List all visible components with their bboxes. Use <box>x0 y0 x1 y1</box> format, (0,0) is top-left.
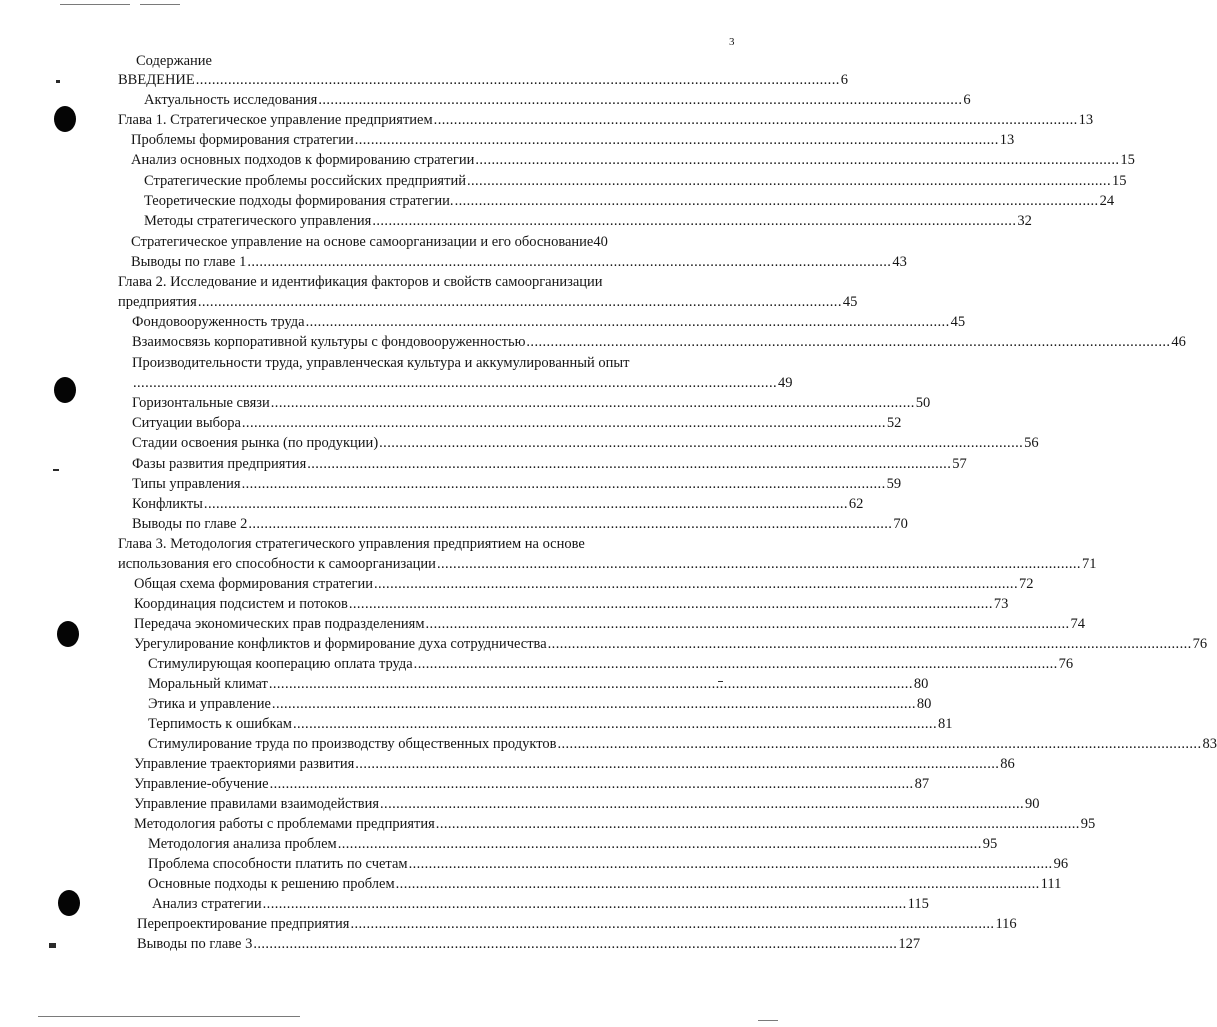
toc-entry-leader: ................................................................................................................................................................ <box>337 836 982 852</box>
toc-entry-page: 71 <box>1081 556 1097 572</box>
toc-entry-title: Взаимосвязь корпоративной культуры с фондовооруженностью <box>132 334 526 350</box>
toc-entry-leader: ................................................................................................................................................................ <box>454 193 1099 209</box>
toc-entry-page: 96 <box>1053 856 1069 872</box>
toc-entry <box>148 654 1074 674</box>
toc-entry-title: Методология анализа проблем <box>148 836 337 852</box>
toc-entry-leader: ................................................................................................................................................................ <box>195 72 840 88</box>
toc-entry-page: 80 <box>913 676 929 692</box>
toc-entry <box>148 694 932 714</box>
toc-entry-page: 45 <box>950 314 966 330</box>
toc-entry <box>148 834 998 854</box>
toc-entry-title: Управление траекториями развития <box>134 756 355 772</box>
toc-entry-page: 49 <box>778 375 793 391</box>
toc-entry-page: 95 <box>1080 816 1096 832</box>
punch-hole-mark <box>57 621 79 647</box>
toc-entry <box>131 232 711 252</box>
toc-entry-leader: ................................................................................................................................................................ <box>271 696 916 712</box>
toc-entry-page: 56 <box>1024 435 1039 451</box>
toc-entry-leader: ................................................................................................................................................................ <box>270 395 915 411</box>
toc-entry <box>132 413 902 433</box>
toc-entry <box>152 894 929 914</box>
toc-entry-title: Теоретические подходы формирования стратегии. <box>144 193 454 209</box>
toc-entry-leader: ................................................................................................................................................................ <box>133 375 777 391</box>
toc-entry-leader: ................................................................................................................................................................ <box>475 152 1120 168</box>
toc-entry-title: Управление-обучение <box>134 776 269 792</box>
top-scan-edge-line <box>140 4 180 5</box>
toc-entry-page: 72 <box>1018 576 1034 592</box>
toc-entry-leader: ................................................................................................................................................................ <box>395 876 1040 892</box>
bottom-scan-edge-line <box>38 1016 300 1017</box>
toc-entry-title: Фондовооруженность труда <box>132 314 305 330</box>
toc-entry-page: 62 <box>848 496 864 512</box>
toc-entry <box>132 393 931 413</box>
toc-entry-title-continued: использования его способности к самоорганизации <box>118 556 436 572</box>
toc-entry-page: 73 <box>993 596 1009 612</box>
toc-entry <box>118 110 1094 130</box>
toc-entry <box>137 914 1017 934</box>
toc-entry-page: 80 <box>916 696 932 712</box>
toc-entry-leader: ................................................................................................................................................................ <box>425 616 1070 632</box>
toc-entry-wrapped <box>132 353 793 393</box>
toc-entry-page: 6 <box>963 92 971 108</box>
toc-entry-page: 40 <box>593 234 608 250</box>
toc-entry <box>132 494 864 514</box>
toc-entry-title: Стимулирование труда по производству общественных продуктов <box>148 736 557 752</box>
toc-entry-title: Выводы по главе 1 <box>131 254 247 270</box>
toc-entry-page: 46 <box>1171 334 1186 350</box>
toc-entry <box>148 854 1069 874</box>
toc-entry-page: 81 <box>937 716 953 732</box>
toc-entry <box>134 614 1086 634</box>
toc-entry-page: 57 <box>952 456 967 472</box>
toc-heading: Содержание <box>136 53 212 69</box>
toc-entry <box>134 634 1208 654</box>
toc-entry-leader: ................................................................................................................................................................ <box>241 476 886 492</box>
toc-entry <box>148 734 1217 754</box>
toc-entry-title: Координация подсистем и потоков <box>134 596 348 612</box>
toc-entry-leader: ................................................................................................................................................................ <box>526 334 1171 350</box>
toc-entry-page: 45 <box>842 294 858 310</box>
toc-entry-page: 13 <box>999 132 1015 148</box>
toc-entry-page: 70 <box>893 516 908 532</box>
toc-entry-page: 86 <box>1000 756 1015 772</box>
toc-entry-page: 6 <box>840 72 848 88</box>
toc-entry <box>148 714 953 734</box>
toc-entry-title: Глава 3. Методология стратегического управления предприятием на основе <box>118 536 585 552</box>
toc-entry-title: Основные подходы к решению проблем <box>148 876 395 892</box>
toc-entry-page: 15 <box>1120 152 1135 168</box>
toc-entry <box>131 252 907 272</box>
toc-entry-title: Анализ основных подходов к формированию стратегии <box>131 152 475 168</box>
toc-entry-leader: ................................................................................................................................................................ <box>379 435 1024 451</box>
toc-entry-page: 32 <box>1017 213 1032 229</box>
toc-entry-leader: ................................................................................................................................................................ <box>348 596 993 612</box>
toc-entry <box>131 150 1135 170</box>
toc-entry-title: Актуальность исследования <box>144 92 318 108</box>
toc-entry-leader: ................................................................................................................................................................ <box>408 856 1053 872</box>
toc-entry-leader: ................................................................................................................................................................ <box>292 716 937 732</box>
toc-entry-page: 90 <box>1025 796 1040 812</box>
toc-entry-title: Стадии освоения рынка (по продукции) <box>132 435 379 451</box>
toc-entry-title: Передача экономических прав подразделениям <box>134 616 425 632</box>
toc-entry-page: 95 <box>982 836 998 852</box>
toc-entry-leader: ................................................................................................................................................................ <box>557 736 1202 752</box>
toc-entry <box>148 874 1062 894</box>
toc-entry-leader: ................................................................................................................................................................ <box>355 756 1000 772</box>
toc-entry-leader: ................................................................................................................................................................ <box>433 112 1078 128</box>
toc-entry-leader: ................................................................................................................................................................ <box>269 776 914 792</box>
scan-speck <box>53 469 59 471</box>
toc-entry-page: 50 <box>915 395 931 411</box>
toc-entry <box>134 594 1009 614</box>
toc-entry-title: Этика и управление <box>148 696 271 712</box>
toc-entry-leader: ................................................................................................................................................................ <box>203 496 848 512</box>
toc-entry <box>132 433 1039 453</box>
toc-entry-leader: ................................................................................................................................................................ <box>435 816 1080 832</box>
toc-entry-page: 15 <box>1111 173 1127 189</box>
toc-entry <box>132 332 1186 352</box>
toc-entry-page: 24 <box>1099 193 1115 209</box>
toc-entry <box>118 70 848 90</box>
toc-entry-title: Методы стратегического управления <box>144 213 372 229</box>
toc-entry-title: Управление правилами взаимодействия <box>134 796 380 812</box>
toc-entry-leader: ................................................................................................................................................................ <box>197 294 842 310</box>
toc-entry-page: 87 <box>914 776 930 792</box>
toc-entry-leader: ................................................................................................................................................................ <box>373 576 1018 592</box>
toc-entry-leader: ................................................................................................................................................................ <box>380 796 1025 812</box>
toc-entry-page: 76 <box>1192 636 1208 652</box>
toc-entry-title: ВВЕДЕНИЕ <box>118 72 195 88</box>
toc-entry-leader: ................................................................................................................................................................ <box>247 254 892 270</box>
toc-entry <box>148 674 929 694</box>
toc-entry-leader: ................................................................................................................................................................ <box>466 173 1111 189</box>
toc-entry-leader: ................................................................................................................................................................ <box>305 314 950 330</box>
toc-entry <box>134 794 1040 814</box>
toc-entry <box>144 211 1032 231</box>
punch-hole-mark <box>54 377 76 403</box>
toc-entry <box>137 934 921 954</box>
toc-entry <box>132 312 966 332</box>
toc-entry-wrapped <box>118 534 1097 574</box>
punch-hole-mark <box>54 106 76 132</box>
toc-entry-leader: ................................................................................................................................................................ <box>354 132 999 148</box>
toc-entry-leader: ................................................................................................................................................................ <box>262 896 907 912</box>
toc-entry <box>132 454 967 474</box>
toc-entry-title: Проблемы формирования стратегии <box>131 132 354 148</box>
toc-entry <box>131 130 1015 150</box>
toc-entry-title: Проблема способности платить по счетам <box>148 856 408 872</box>
toc-entry-leader: ................................................................................................................................................................ <box>253 936 898 952</box>
punch-hole-mark <box>58 890 80 916</box>
toc-entry-page: 115 <box>907 896 929 912</box>
toc-entry-title: Глава 1. Стратегическое управление предприятием <box>118 112 433 128</box>
toc-entry-title: Выводы по главе 3 <box>137 936 253 952</box>
toc-entry-wrapped <box>118 272 858 312</box>
toc-entry-page: 59 <box>886 476 902 492</box>
toc-entry <box>144 171 1127 191</box>
toc-entry-title: Стратегические проблемы российских предприятий <box>144 173 466 189</box>
toc-entry-title: Глава 2. Исследование и идентификация факторов и свойств самоорганизации <box>118 274 603 290</box>
toc-entry <box>144 90 971 110</box>
toc-entry-page: 43 <box>892 254 907 270</box>
toc-entry-page: 74 <box>1070 616 1086 632</box>
toc-entry-title: Производительности труда, управленческая культура и аккумулированный опыт <box>132 355 630 371</box>
toc-entry <box>134 814 1096 834</box>
toc-entry-leader: ................................................................................................................................................................ <box>241 415 886 431</box>
toc-entry-title: Стимулирующая кооперацию оплата труда <box>148 656 413 672</box>
scan-speck <box>49 943 56 948</box>
toc-entry-title: Моральный климат <box>148 676 268 692</box>
toc-entry-title: Типы управления <box>132 476 241 492</box>
page-number: 3 <box>729 36 735 48</box>
toc-entry-title: Методология работы с проблемами предприятия <box>134 816 435 832</box>
toc-entry <box>132 514 908 534</box>
toc-entry-title: Выводы по главе 2 <box>132 516 248 532</box>
scan-speck <box>56 80 60 83</box>
toc-entry-page: 13 <box>1078 112 1094 128</box>
toc-entry-leader: ................................................................................................................................................................ <box>413 656 1058 672</box>
toc-entry-page: 116 <box>995 916 1017 932</box>
toc-entry-title: Ситуации выбора <box>132 415 241 431</box>
toc-entry-page: 83 <box>1202 736 1217 752</box>
toc-entry <box>134 754 1015 774</box>
toc-entry-page: 111 <box>1040 876 1062 892</box>
toc-entry-leader: ................................................................................................................................................................ <box>436 556 1081 572</box>
toc-entry-leader: ................................................................................................................................................................ <box>350 916 995 932</box>
toc-entry-leader: ................................................................................................................................................................ <box>318 92 963 108</box>
toc-entry-title: Терпимость к ошибкам <box>148 716 292 732</box>
toc-entry-leader: ................................................................................................................................................................ <box>268 676 913 692</box>
toc-entry-title: Конфликты <box>132 496 203 512</box>
toc-entry <box>144 191 1115 211</box>
toc-entry-title: Горизонтальные связи <box>132 395 270 411</box>
bottom-scan-edge-line <box>758 1020 778 1021</box>
toc-entry-title: Фазы развития предприятия <box>132 456 307 472</box>
toc-entry-leader: ................................................................................................................................................................ <box>547 636 1192 652</box>
toc-entry-page: 76 <box>1058 656 1074 672</box>
top-scan-edge-line <box>60 4 130 5</box>
toc-entry-leader: ................................................................................................................................................................ <box>372 213 1017 229</box>
toc-entry <box>134 574 1034 594</box>
toc-entry-title: Перепроектирование предприятия <box>137 916 350 932</box>
toc-entry-title: Стратегическое управление на основе самоорганизации и его обоснование <box>131 234 594 250</box>
toc-entry-leader: ................................................................................................................................................................ <box>248 516 893 532</box>
toc-entry-title: Общая схема формирования стратегии <box>134 576 373 592</box>
toc-entry-title: Урегулирование конфликтов и формирование духа сотрудничества <box>134 636 547 652</box>
toc-entry-title: Анализ стратегии <box>152 896 262 912</box>
toc-entry-leader: ................................................................................................................................................................ <box>307 456 952 472</box>
toc-entry-page: 52 <box>886 415 902 431</box>
toc-entry-page: 127 <box>898 936 921 952</box>
toc-entry-title-continued: предприятия <box>118 294 197 310</box>
toc-entry <box>134 774 930 794</box>
toc-entry <box>132 474 902 494</box>
